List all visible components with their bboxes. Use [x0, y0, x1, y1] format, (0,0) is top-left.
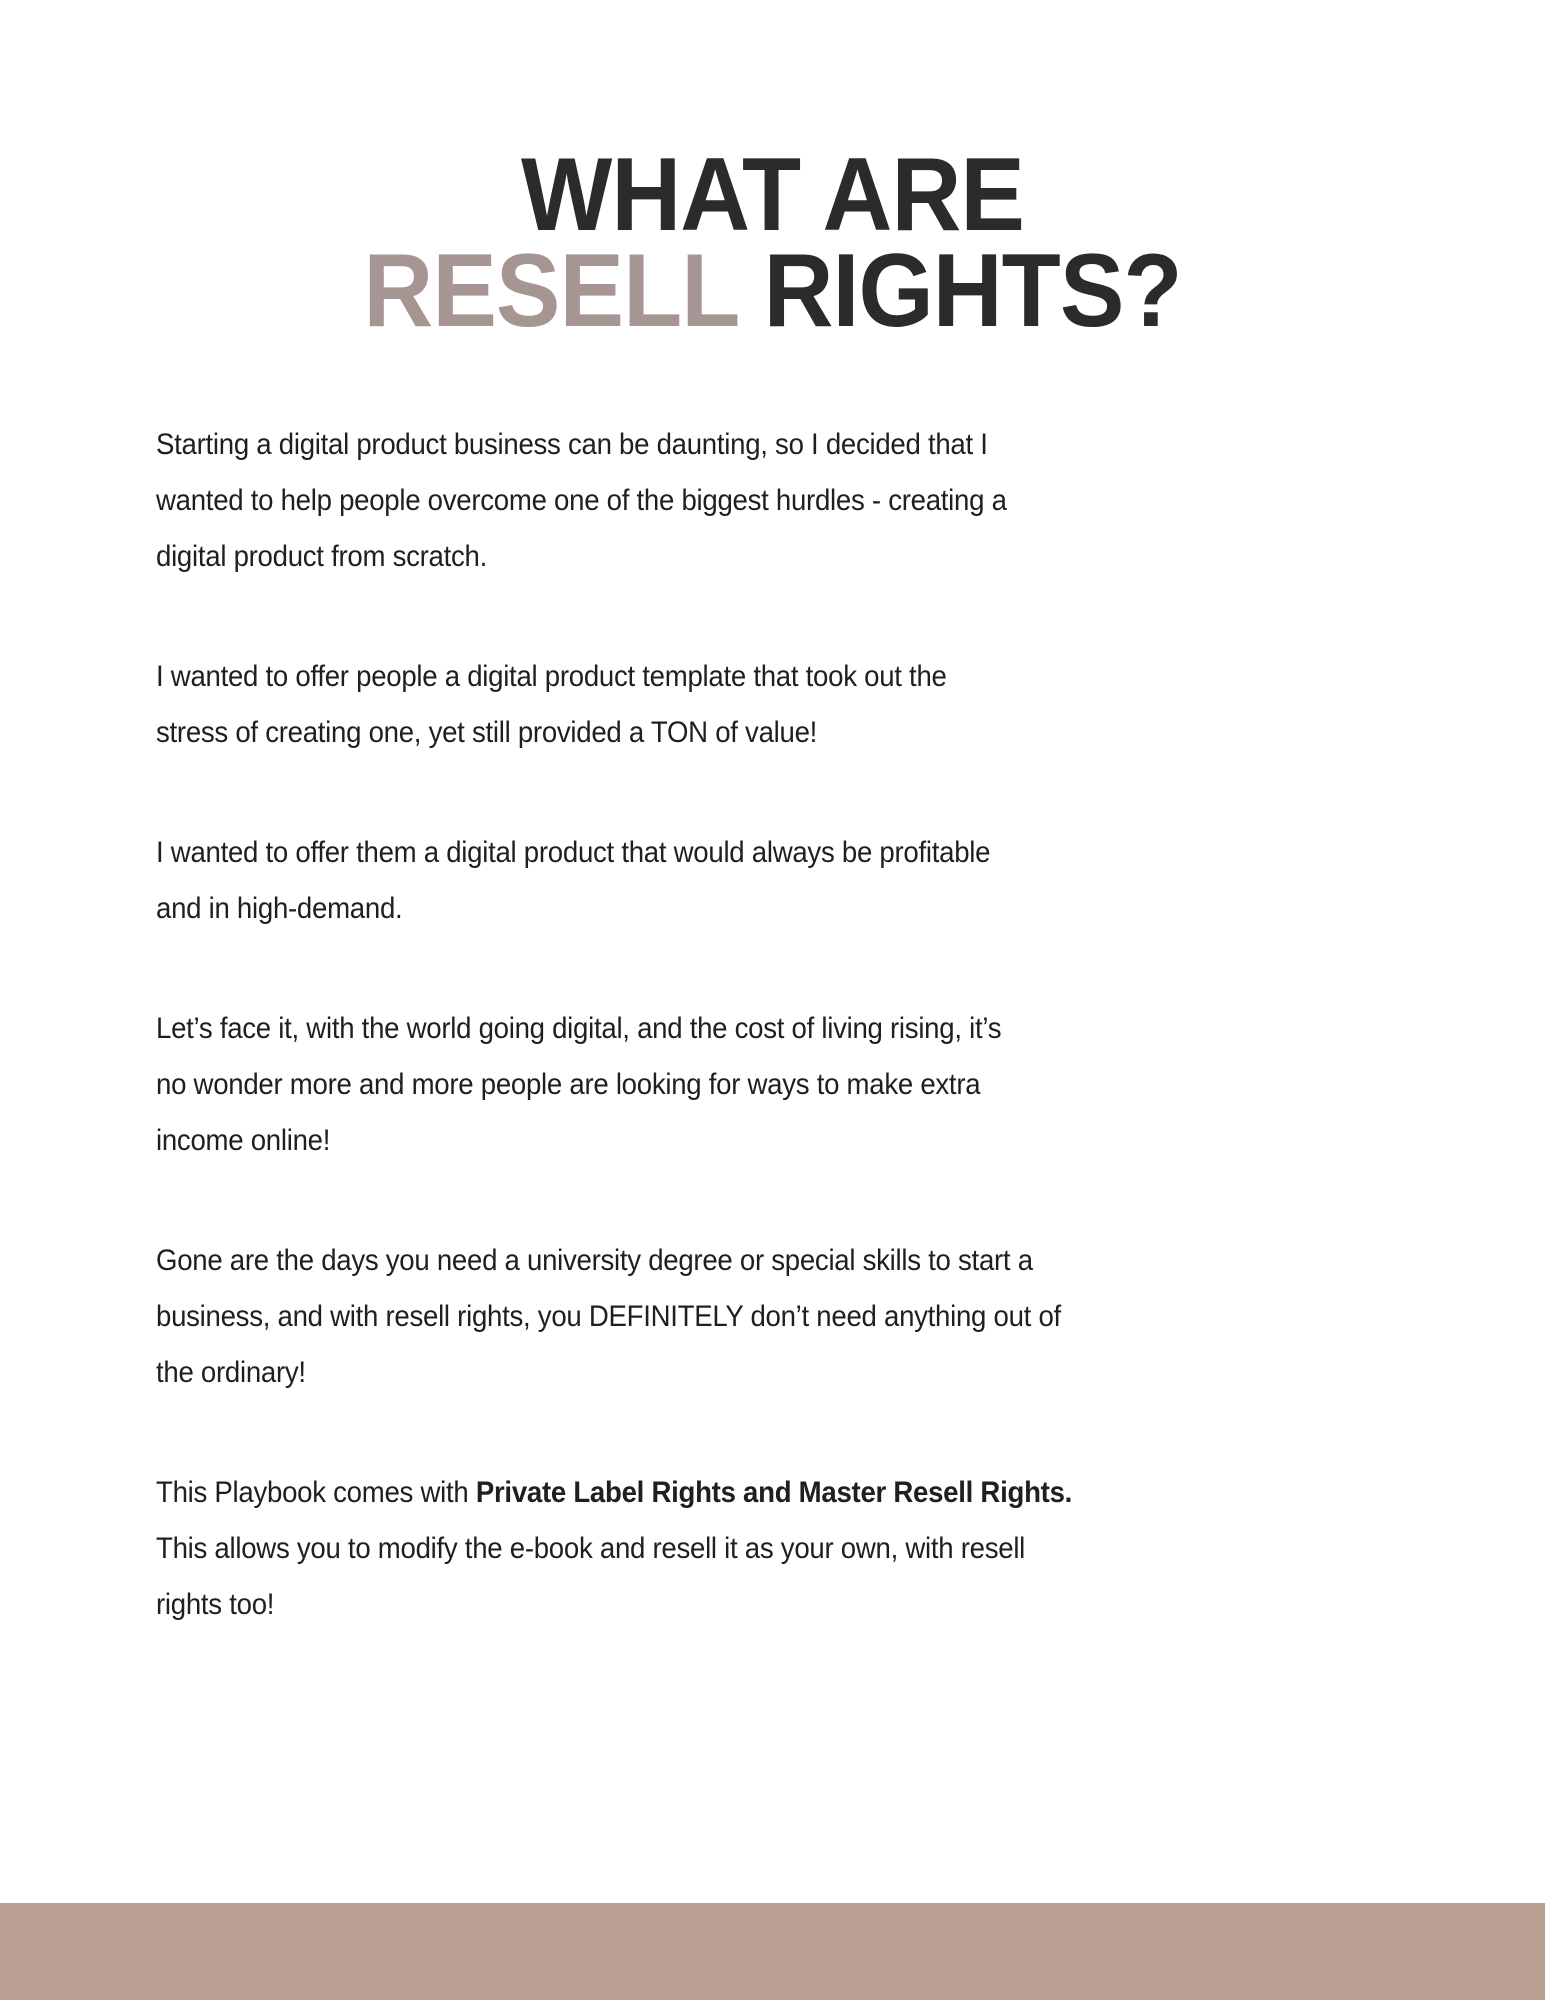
text-segment: Starting a digital product business can be daunting, so I decided that I [156, 428, 988, 461]
text-line [156, 1001, 1297, 1057]
paragraph [156, 825, 1297, 937]
text-line [156, 473, 1297, 529]
text-line [156, 705, 1297, 761]
text-segment: rights too! [156, 1588, 275, 1621]
text-line [156, 1057, 1297, 1113]
text-segment: I wanted to offer them a digital product that would always be profitable [156, 836, 991, 869]
text-segment: income online! [156, 1124, 331, 1157]
text-line [156, 1521, 1297, 1577]
text-segment: and in high-demand. [156, 892, 403, 925]
text-segment: This allows you to modify the e-book and resell it as your own, with resell [156, 1532, 1026, 1565]
title-rest-word: RIGHTS? [737, 233, 1182, 349]
text-line [156, 1345, 1297, 1401]
paragraph [156, 649, 1297, 761]
text-line [156, 881, 1297, 937]
text-segment: wanted to help people overcome one of the biggest hurdles - creating a [156, 484, 1007, 517]
text-segment: Let’s face it, with the world going digital, and the cost of living rising, it’s [156, 1012, 1002, 1045]
paragraph [156, 1001, 1297, 1169]
paragraph [156, 1233, 1297, 1401]
paragraph [156, 1465, 1297, 1633]
text-line [156, 825, 1297, 881]
text-line [156, 649, 1297, 705]
text-segment: stress of creating one, yet still provided a TON of value! [156, 716, 818, 749]
text-line [156, 1233, 1297, 1289]
title-accent-word: RESELL [363, 233, 738, 349]
title-line-1: WHAT ARE [521, 137, 1024, 253]
text-line [156, 1113, 1297, 1169]
title-line-2 [54, 233, 1491, 349]
text-segment: This Playbook comes with [156, 1476, 476, 1509]
text-line [156, 529, 1297, 585]
bold-text-segment: Private Label Rights and Master Resell Rights. [475, 1476, 1073, 1509]
text-segment: digital product from scratch. [156, 540, 488, 573]
text-segment: I wanted to offer people a digital product template that took out the [156, 660, 947, 693]
text-line [156, 1289, 1297, 1345]
text-segment: no wonder more and more people are looking for ways to make extra [156, 1068, 981, 1101]
text-line [156, 1577, 1297, 1633]
text-segment: business, and with resell rights, you DEFINITELY don’t need anything out of [156, 1300, 1061, 1333]
paragraph [156, 417, 1297, 585]
text-line [156, 1465, 1297, 1521]
body-text [156, 417, 1396, 1697]
footer-bar [0, 1903, 1545, 2000]
text-segment: the ordinary! [156, 1356, 306, 1389]
text-line [156, 417, 1297, 473]
text-segment: Gone are the days you need a university degree or special skills to start a [156, 1244, 1033, 1277]
page-title [0, 137, 1545, 349]
